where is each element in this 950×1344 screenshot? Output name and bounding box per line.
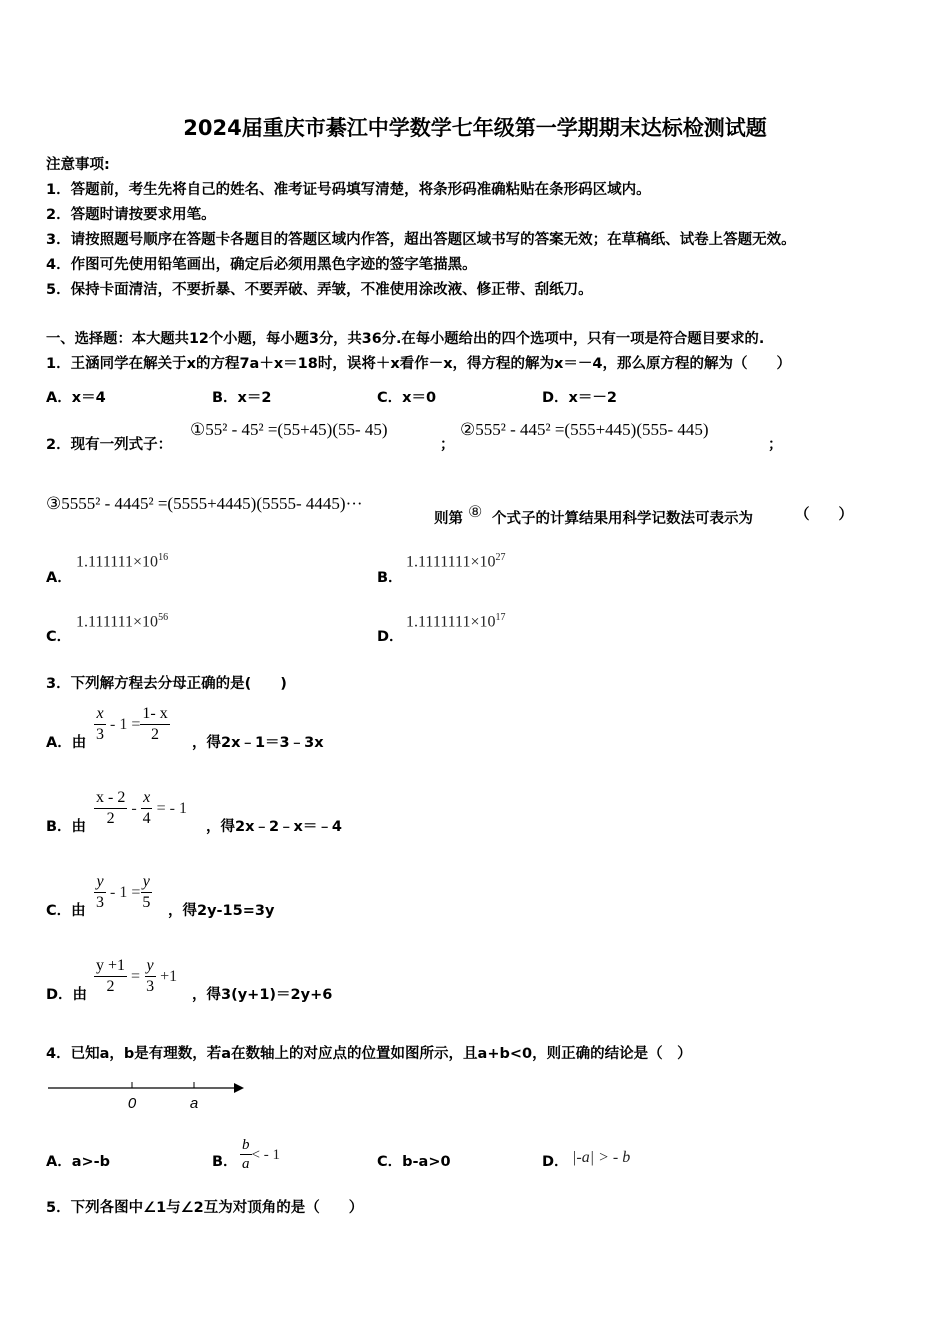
q2-option-c-value: [76, 612, 168, 631]
note-item: 2．答题时请按要求用笔。: [46, 207, 216, 223]
q4-option-b-label: B．: [212, 1154, 238, 1170]
q2-expression-3: ③5555² - 4445² =(5555+4445)(5555- 4445)···: [46, 494, 363, 513]
question-2-lead: 2．现有一列式子：: [46, 437, 173, 453]
q2-option-d-mantissa: 1.1111111×10: [406, 613, 496, 631]
q2-option-d-value: [406, 612, 505, 631]
question-5-stem: 5．下列各图中∠1与∠2互为对顶角的是（ ）: [46, 1200, 364, 1216]
q3-option-d-result: ，得3(y+1)＝2y+6: [192, 987, 333, 1003]
q3-option-b-result: ，得2x﹣2﹣x＝﹣4: [206, 819, 342, 835]
q3-option-b-equation: [94, 788, 187, 829]
q2-option-c-exponent: 56: [158, 612, 169, 623]
frac-numerator: x - 2: [94, 788, 127, 809]
q2-circled-eight: ⑧: [468, 504, 483, 521]
frac-numerator: y: [141, 872, 152, 893]
q2-expression-2: ②555² - 445² =(555+445)(555- 445): [460, 420, 709, 439]
q2-option-b-label: B．: [377, 570, 403, 586]
note-item: 4．作图可先使用铅笔画出，确定后必须用黑色字迹的签字笔描黑。: [46, 257, 477, 273]
q2-option-c-label: C．: [46, 629, 72, 645]
q3-option-a-lead: A．由: [46, 735, 87, 751]
q4-option-a: A．a>-b: [46, 1154, 111, 1170]
equation-operator: - 1 =: [106, 716, 141, 733]
number-line-label-a: a: [189, 1095, 199, 1112]
frac-numerator: x: [94, 704, 105, 725]
number-line-label-zero: 0: [127, 1095, 137, 1112]
frac-denominator: 3: [96, 894, 104, 911]
q2-option-b-mantissa: 1.1111111×10: [406, 553, 496, 571]
q2-option-a-exponent: 16: [158, 552, 169, 563]
number-line: [44, 1076, 254, 1116]
note-item: 3．请按照题号顺序在答题卡各题目的答题区域内作答，超出答题区域书写的答案无效；在草稿纸、试卷上答题无效。: [46, 232, 796, 248]
q2-option-b-value: [406, 552, 505, 571]
q1-option-b: B．x＝2: [212, 390, 272, 406]
frac-denominator: 4: [142, 810, 151, 827]
equation-operator: -: [127, 800, 141, 817]
q2-option-c-mantissa: 1.111111×10: [76, 613, 159, 631]
q2-tail-2: 个式子的计算结果用科学记数法可表示为: [492, 511, 753, 527]
question-1-stem: 1．王涵同学在解关于x的方程7a＋x＝18时，误将＋x看作－x，得方程的解为x＝－4，那么原方程的解为（ ）: [46, 356, 791, 372]
q2-option-d-label: D．: [377, 629, 404, 645]
page-title: 2024届重庆市綦江中学数学七年级第一学期期末达标检测试题: [183, 116, 767, 140]
q1-option-d: D．x＝－2: [542, 390, 617, 406]
q2-option-a-value: [76, 552, 168, 571]
q2-expression-1: ①55² - 45² =(55+45)(55- 45): [190, 420, 388, 439]
q2-option-a-mantissa: 1.111111×10: [76, 553, 159, 571]
equation-tail: = - 1: [152, 800, 188, 817]
frac-denominator: 3: [96, 726, 104, 743]
q2-separator: ；: [440, 437, 455, 453]
frac-numerator: 1- x: [140, 704, 169, 725]
frac-denominator: 2: [106, 978, 115, 995]
q1-option-a: A．x＝4: [46, 390, 106, 406]
frac-denominator: 2: [106, 810, 115, 827]
notes-heading: 注意事项:: [46, 157, 110, 173]
frac-numerator: y +1: [94, 956, 127, 977]
q3-option-d-lead: D．由: [46, 987, 88, 1003]
equation-tail: +1: [156, 968, 178, 985]
q2-separator: ；: [768, 437, 783, 453]
frac-denominator: 5: [142, 894, 151, 911]
question-4-stem: 4．已知a，b是有理数，若a在数轴上的对应点的位置如图所示，且a+b<0，则正确的结论是（ ）: [46, 1046, 692, 1062]
q3-option-c-lead: C．由: [46, 903, 86, 919]
equation-operator: - 1 =: [106, 884, 141, 901]
frac-numerator: b: [242, 1137, 250, 1153]
frac-numerator: y: [94, 872, 105, 893]
q2-option-a-label: A．: [46, 570, 72, 586]
q4-option-d-expression: |-a| > - b: [572, 1149, 631, 1166]
frac-denominator: 3: [146, 978, 155, 995]
q4-option-b-expression: [240, 1136, 280, 1173]
question-3-stem: 3．下列解方程去分母正确的是( ): [46, 676, 287, 692]
frac-numerator: y: [145, 956, 156, 977]
expression-tail: < - 1: [251, 1147, 280, 1163]
q3-option-d-equation: [94, 956, 177, 997]
note-item: 5．保持卡面清洁，不要折暴、不要弄破、弄皱，不准使用涂改液、修正带、刮纸刀。: [46, 282, 593, 298]
q2-answer-paren: （ ）: [795, 507, 853, 523]
frac-numerator: x: [141, 788, 152, 809]
q3-option-a-result: ，得2x﹣1＝3﹣3x: [192, 735, 324, 751]
q3-option-a-equation: [94, 704, 170, 745]
q3-option-b-lead: B．由: [46, 819, 87, 835]
equation-operator: =: [127, 968, 145, 985]
q4-option-c: C．b-a>0: [377, 1154, 451, 1170]
q4-option-d-label: D．: [542, 1154, 569, 1170]
q1-option-c: C．x＝0: [377, 390, 437, 406]
q2-option-d-exponent: 17: [495, 612, 506, 623]
q2-tail-1: 则第: [434, 511, 463, 527]
note-item: 1．答题前，考生先将自己的姓名、准考证号码填写清楚，将条形码准确粘贴在条形码区域内。: [46, 182, 651, 198]
section-heading: 一、选择题：本大题共12个小题，每小题3分，共36分.在每小题给出的四个选项中，只有一项是符合题目要求的.: [46, 331, 765, 347]
number-line-arrow: [234, 1083, 244, 1093]
frac-denominator: a: [242, 1156, 250, 1172]
q2-option-b-exponent: 27: [495, 552, 506, 563]
frac-denominator: 2: [151, 726, 160, 743]
q3-option-c-equation: [94, 872, 152, 913]
q3-option-c-result: ，得2y-15=3y: [168, 903, 275, 919]
